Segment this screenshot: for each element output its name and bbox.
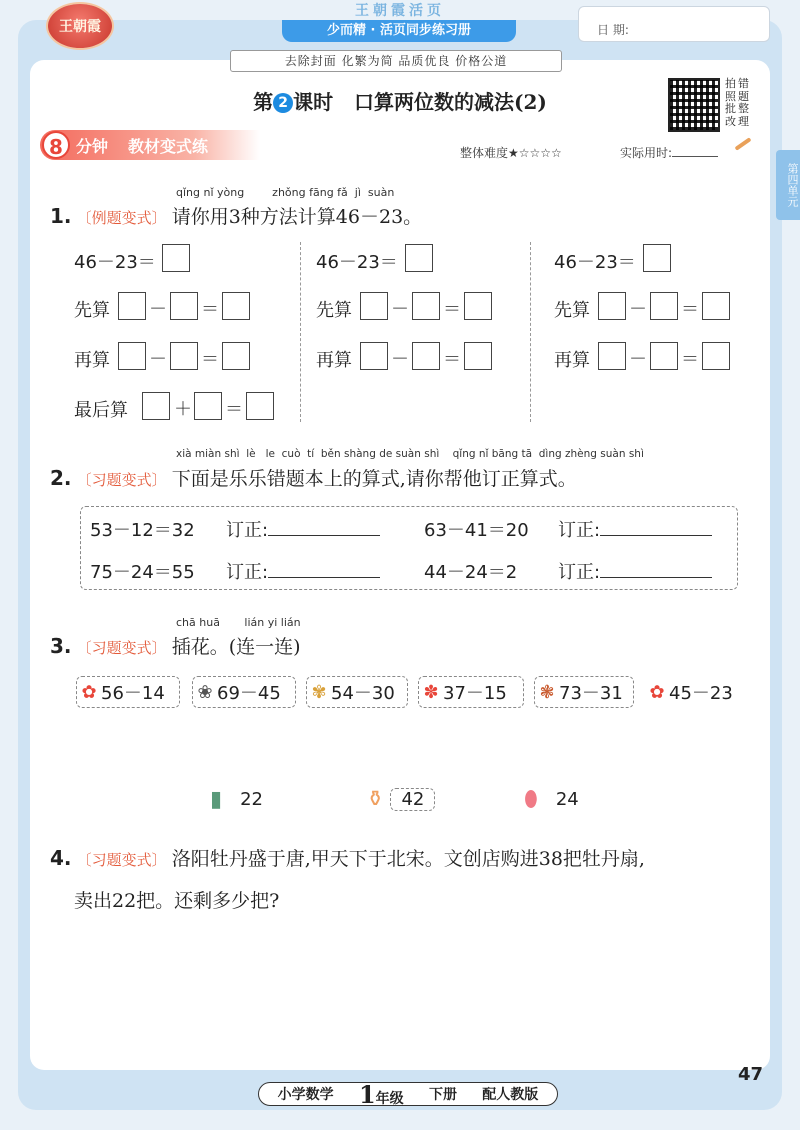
time-used-blank[interactable] xyxy=(672,156,718,157)
method-2-equation: 46－23＝ xyxy=(316,252,398,273)
answer-box[interactable] xyxy=(194,392,222,420)
column-divider xyxy=(530,242,531,422)
vase-icon: ▮ xyxy=(210,786,223,812)
step-last-label: 最后算 xyxy=(74,400,128,421)
vase-card[interactable] xyxy=(524,784,579,814)
answer-box[interactable] xyxy=(464,292,492,320)
question-text: 下面是乐乐错题本上的算式,请你帮他订正算式。 xyxy=(171,468,577,490)
lesson-title xyxy=(190,86,610,115)
side-tab: 第四单元 xyxy=(776,150,800,220)
answer-box[interactable] xyxy=(360,292,388,320)
flower-card[interactable] xyxy=(76,676,180,708)
correction-text: 订正: xyxy=(558,520,601,541)
time-used xyxy=(620,144,718,161)
vase-value: 42 xyxy=(390,788,435,811)
vase-icon: ⬮ xyxy=(524,786,538,812)
question-1-header xyxy=(50,202,422,229)
section-banner xyxy=(40,130,260,160)
minus-sign: － xyxy=(391,349,409,370)
question-text: 插花。(连一连) xyxy=(171,636,301,658)
section-label: 教材变式练 xyxy=(128,137,209,156)
answer-box[interactable] xyxy=(412,292,440,320)
answer-box[interactable] xyxy=(702,342,730,370)
flower-icon: ❃ xyxy=(539,681,555,703)
correction-text: 订正: xyxy=(226,520,269,541)
wrong-equation: 44－24＝2 xyxy=(424,562,518,583)
vase-icon: ⚱ xyxy=(366,786,385,812)
question-number: 2. xyxy=(50,466,72,490)
qr-char: 拍 xyxy=(725,77,736,90)
answer-box[interactable] xyxy=(118,342,146,370)
wrong-equation: 63－41＝20 xyxy=(424,520,529,541)
qr-char: 题 xyxy=(738,89,749,103)
answer-box[interactable] xyxy=(405,244,433,272)
correction-text: 订正: xyxy=(558,562,601,583)
page-number: 47 xyxy=(738,1064,764,1085)
slogan: 去除封面 化繁为简 品质优良 价格公道 xyxy=(230,50,562,72)
q1-pinyin: qǐng nǐ yòng zhǒng fāng fǎ jì suàn xyxy=(176,186,395,199)
equals-sign: ＝ xyxy=(681,299,699,320)
minutes-unit: 分钟 xyxy=(76,137,109,156)
equals-sign: ＝ xyxy=(225,399,243,420)
question-text-continued: 卖出22把。还剩多少把? xyxy=(74,890,280,912)
date-label: 日 期: xyxy=(597,23,629,37)
flower-icon: ✽ xyxy=(423,681,439,703)
answer-box[interactable] xyxy=(118,292,146,320)
vase-value: 24 xyxy=(555,788,579,810)
minus-sign: － xyxy=(149,299,167,320)
plus-sign: ＋ xyxy=(174,399,192,420)
flower-card[interactable] xyxy=(192,676,296,708)
flower-icon: ✿ xyxy=(81,681,97,703)
qr-char: 照 xyxy=(725,89,736,103)
time-used-label: 实际用时: xyxy=(620,146,673,160)
logo-text: 王朝霞 xyxy=(59,19,101,35)
lesson-number: 2 xyxy=(273,93,293,113)
question-tag: 〔习题变式〕 xyxy=(76,639,167,657)
flower-expression: 69－45 xyxy=(217,683,281,704)
brand-logo xyxy=(48,4,112,48)
flower-expression: 56－14 xyxy=(101,683,165,704)
question-number: 1. xyxy=(50,204,72,228)
flower-card[interactable] xyxy=(644,676,748,708)
method-3-equation: 46－23＝ xyxy=(554,252,636,273)
equals-sign: ＝ xyxy=(443,299,461,320)
answer-box[interactable] xyxy=(598,292,626,320)
equals-sign: ＝ xyxy=(201,349,219,370)
answer-box[interactable] xyxy=(360,342,388,370)
correction-label xyxy=(226,558,380,584)
flower-card[interactable] xyxy=(534,676,634,708)
qr-caption xyxy=(722,78,752,128)
brand-title: 王朝霞活页 xyxy=(355,3,445,18)
step-then-label: 再算 xyxy=(316,350,352,371)
answer-box[interactable] xyxy=(598,342,626,370)
answer-box[interactable] xyxy=(643,244,671,272)
vase-card[interactable] xyxy=(366,784,435,814)
flower-icon: ✾ xyxy=(311,681,327,703)
step-first-label: 先算 xyxy=(316,300,352,321)
minutes-badge: 8 xyxy=(42,131,70,159)
equals-sign: ＝ xyxy=(443,349,461,370)
flower-card[interactable] xyxy=(418,676,524,708)
question-4-header xyxy=(50,844,645,871)
footer-grade-number: 1 xyxy=(358,1079,376,1109)
lesson-prefix: 第 xyxy=(253,90,274,114)
qr-char: 错 xyxy=(738,77,749,90)
equals-sign: ＝ xyxy=(201,299,219,320)
lesson-name: 口算两位数的减法(2) xyxy=(354,90,547,114)
qr-char: 理 xyxy=(738,114,749,128)
answer-box[interactable] xyxy=(222,292,250,320)
correction-blank[interactable] xyxy=(268,563,380,578)
correction-text: 订正: xyxy=(226,562,269,583)
flower-expression: 73－31 xyxy=(559,683,623,704)
qr-char: 改 xyxy=(725,114,736,128)
flower-expression: 54－30 xyxy=(331,683,395,704)
correction-label xyxy=(558,558,712,584)
q3-pinyin: chā huā lián yi lián xyxy=(176,616,301,629)
flower-card[interactable] xyxy=(306,676,408,708)
answer-box[interactable] xyxy=(246,392,274,420)
answer-box[interactable] xyxy=(142,392,170,420)
date-box xyxy=(578,6,770,42)
wrong-equation: 75－24＝55 xyxy=(90,562,195,583)
answer-box[interactable] xyxy=(170,342,198,370)
qr-char: 批 xyxy=(725,102,736,115)
vase-value: 22 xyxy=(240,788,264,810)
minus-sign: － xyxy=(391,299,409,320)
flower-icon: ✿ xyxy=(649,681,665,703)
flower-icon: ❀ xyxy=(197,681,213,703)
wrong-equation: 53－12＝32 xyxy=(90,520,195,541)
q2-pinyin: xià miàn shì lè le cuò tí běn shàng de suàn shì qǐng nǐ bāng tā dìng zhèng suàn shì xyxy=(176,448,644,460)
lesson-suffix: 课时 xyxy=(293,90,334,114)
footer-term: 下册 xyxy=(428,1087,457,1103)
answer-box[interactable] xyxy=(650,292,678,320)
minus-sign: － xyxy=(629,299,647,320)
answer-box[interactable] xyxy=(170,292,198,320)
brand-subtitle: 少而精 · 活页同步练习册 xyxy=(282,20,516,42)
flower-expression: 37－15 xyxy=(443,683,507,704)
footer-subject: 小学数学 xyxy=(277,1087,334,1103)
answer-box[interactable] xyxy=(464,342,492,370)
footer-badge xyxy=(258,1079,558,1109)
step-first-label: 先算 xyxy=(554,300,590,321)
minus-sign: － xyxy=(149,349,167,370)
answer-box[interactable] xyxy=(162,244,190,272)
footer-edition: 配人教版 xyxy=(482,1087,539,1103)
question-tag: 〔习题变式〕 xyxy=(76,851,167,869)
question-text: 请你用3种方法计算46－23。 xyxy=(171,206,423,228)
answer-box[interactable] xyxy=(650,342,678,370)
question-number: 3. xyxy=(50,634,72,658)
correction-blank[interactable] xyxy=(600,563,712,578)
answer-box[interactable] xyxy=(222,342,250,370)
method-1-equation: 46－23＝ xyxy=(74,252,156,273)
qr-char: 整 xyxy=(738,102,749,115)
flower-expression: 45－23 xyxy=(669,683,733,704)
answer-box[interactable] xyxy=(412,342,440,370)
step-first-label: 先算 xyxy=(74,300,110,321)
question-3-header xyxy=(50,632,301,659)
question-number: 4. xyxy=(50,846,72,870)
equals-sign: ＝ xyxy=(681,349,699,370)
question-text: 洛阳牡丹盛于唐,甲天下于北宋。文创店购进38把牡丹扇, xyxy=(171,848,645,870)
correction-label xyxy=(226,516,380,542)
question-tag: 〔例题变式〕 xyxy=(76,209,167,227)
footer-grade: 年级 xyxy=(375,1090,404,1107)
answer-box[interactable] xyxy=(702,292,730,320)
question-tag: 〔习题变式〕 xyxy=(76,471,167,489)
correction-label xyxy=(558,516,712,542)
minus-sign: － xyxy=(629,349,647,370)
correction-blank[interactable] xyxy=(268,521,380,536)
step-then-label: 再算 xyxy=(74,350,110,371)
step-then-label: 再算 xyxy=(554,350,590,371)
question-2-header xyxy=(50,464,577,491)
correction-blank[interactable] xyxy=(600,521,712,536)
vase-card[interactable] xyxy=(210,784,263,814)
column-divider xyxy=(300,242,301,422)
difficulty-rating: 整体难度★☆☆☆☆ xyxy=(460,146,562,160)
qr-code-icon[interactable] xyxy=(668,78,720,132)
